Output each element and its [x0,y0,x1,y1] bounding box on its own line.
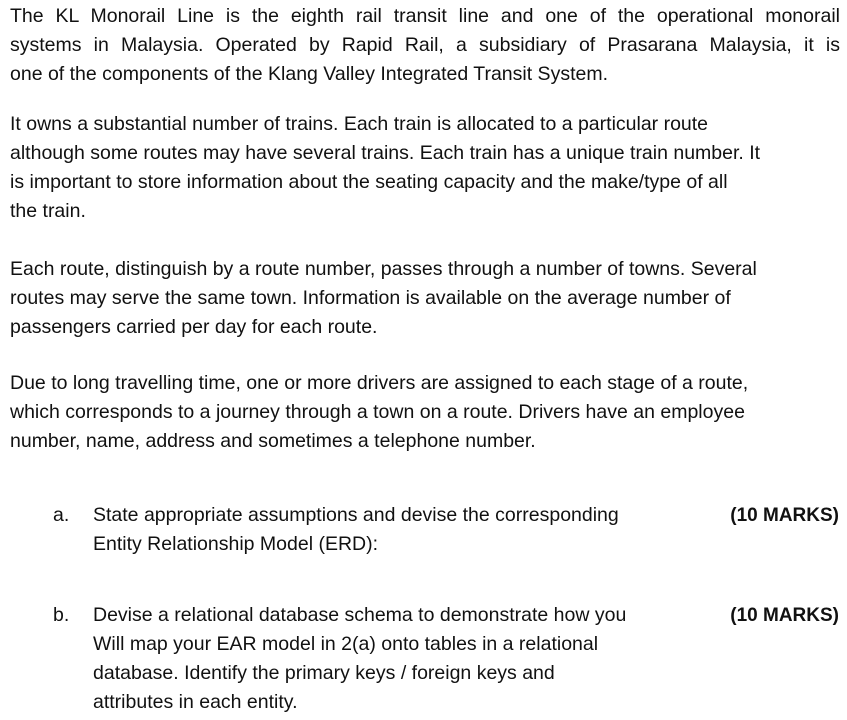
text-line: Entity Relationship Model (ERD): [93,533,379,555]
text-line: although some routes may have several trains. Each train has a unique train number. It [10,142,761,164]
text-line: is important to store information about the seating capacity and the make/type of all [10,171,728,193]
question-letter: a. [53,504,70,526]
text-line: Will map your EAR model in 2(a) onto tables in a relational [93,633,599,655]
question-marks: (10 MARKS) [730,505,839,526]
paragraph-routes [10,255,840,342]
question-marks: (10 MARKS) [730,605,839,626]
question-text [93,601,693,717]
text-line: Each route, distinguish by a route number, passes through a number of towns. Several [10,258,757,280]
text-line: attributes in each entity. [93,691,298,713]
paragraph-drivers [10,369,840,456]
text-line: routes may serve the same town. Information is available on the average number of [10,287,731,309]
question-letter: b. [53,604,70,626]
text-line: the train. [10,200,86,222]
text-line: one of the components of the Klang Valley Integrated Transit System. [10,63,608,85]
text-line: which corresponds to a journey through a town on a route. Drivers have an employee [10,401,745,423]
text-line: It owns a substantial number of trains. Each train is allocated to a particular route [10,113,709,135]
text-line: Devise a relational database schema to demonstrate how you [93,604,627,626]
paragraph-trains [10,110,840,226]
question-text [93,501,693,559]
text-line: The KL Monorail Line is the eighth rail transit line and one of the operational monorail [10,5,840,27]
text-line: number, name, address and sometimes a telephone number. [10,430,536,452]
text-line: State appropriate assumptions and devise the corresponding [93,504,619,526]
paragraph-intro [10,2,840,89]
text-line: Due to long travelling time, one or more drivers are assigned to each stage of a route, [10,372,749,394]
text-line: passengers carried per day for each route. [10,316,378,338]
text-line: database. Identify the primary keys / foreign keys and [93,662,555,684]
text-line: systems in Malaysia. Operated by Rapid Rail, a subsidiary of Prasarana Malaysia, it is [10,34,840,56]
